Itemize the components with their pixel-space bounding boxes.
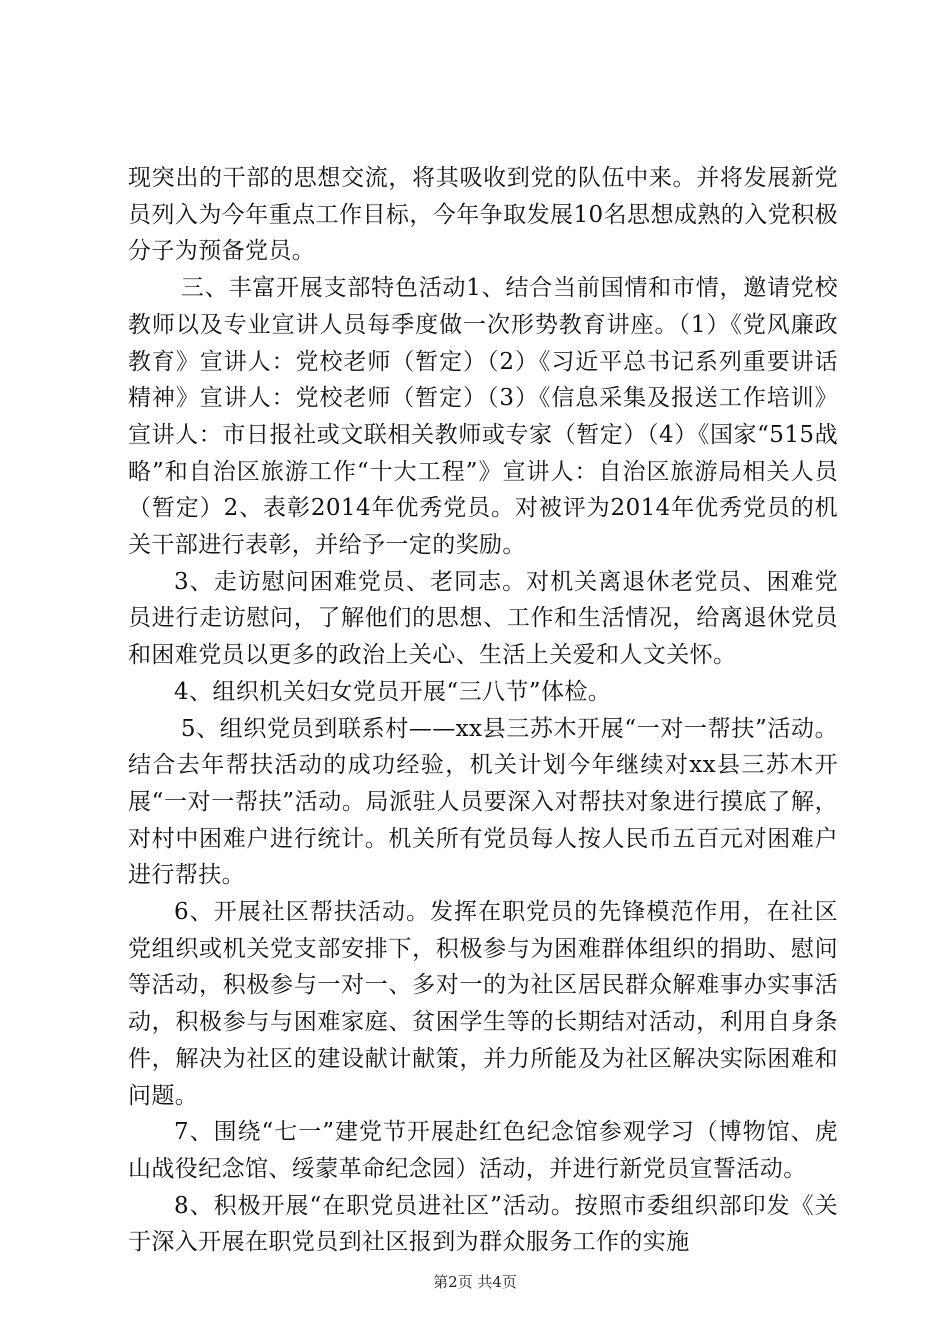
page-number-footer: 第2页 共4页 — [433, 1273, 517, 1291]
document-body — [128, 160, 838, 1261]
paragraph-6: 6、开展社区帮扶活动。发挥在职党员的先锋模范作用，在社区党组织或机关党支部安排下，积极参与为困难群体组织的捐助、慰问等活动，积极参与一对一、多对一的为社区居民群众解难事办实事活动，积极参与与困难家庭、贫困学生等的长期结对活动，利用自身条件，解决为社区的建设献计献策，并力所能及为社区解决实际困难和问题。 — [128, 899, 838, 1109]
paragraph-5: 5、组织党员到联系村——xx县三苏木开展“一对一帮扶”活动。结合去年帮扶活动的成功经验，机关计划今年继续对xx县三苏木开展“一对一帮扶”活动。局派驻人员要深入对帮扶对象进行摸底了解，对村中困难户进行统计。机关所有党员每人按人民币五百元对困难户进行帮扶。 — [128, 715, 838, 889]
paragraph-8: 8、积极开展“在职党员进社区”活动。按照市委组织部印发《关于深入开展在职党员到社区报到为群众服务工作的实施 — [128, 1192, 838, 1256]
paragraph-4: 4、组织机关妇女党员开展“三八节”体检。 — [174, 678, 612, 705]
paragraph-7: 7、围绕“七一”建党节开展赴红色纪念馆参观学习（博物馆、虎山战役纪念馆、绥蒙革命纪念园）活动，并进行新党员宣誓活动。 — [128, 1119, 838, 1182]
paragraph-3: 3、走访慰问困难党员、老同志。对机关离退休老党员、困难党员进行走访慰问，了解他们的思想、工作和生活情况，给离退休党员和困难党员以更多的政治上关心、生活上关爱和人文关怀。 — [128, 568, 838, 669]
paragraph-2: 三、丰富开展支部特色活动1、结合当前国情和市情，邀请党校教师以及专业宣讲人员每季度做一次形势教育讲座。（1）《党风廉政教育》宣讲人：党校老师（暂定）（2）《习近平总书记系列重要讲话精神》宣讲人：党校老师（暂定）（3）《信息采集及报送工作培训》宣讲人：市日报社或文联相关教师或专家（暂定）（4）《国家“515战略”和自治区旅游工作“十大工程”》宣讲人：自治区旅游局相关人员（暂定）2、表彰2014年优秀党员。对被评为2014年优秀党员的机关干部进行表彰，并给予一定的奖励。 — [128, 275, 838, 559]
paragraph-1: 现突出的干部的思想交流，将其吸收到党的队伍中来。并将发展新党员列入为今年重点工作目标，今年争取发展10名思想成熟的入党积极分子为预备党员。 — [128, 165, 838, 265]
